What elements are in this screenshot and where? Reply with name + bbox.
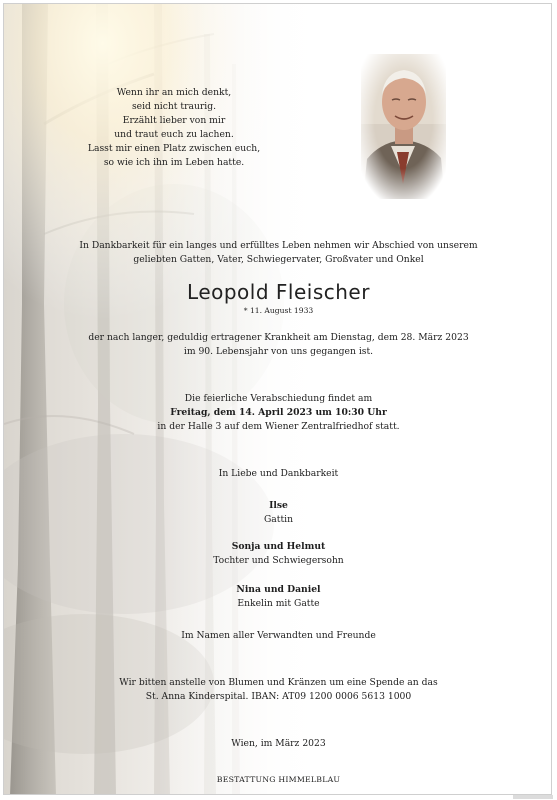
ceremony-line: Die feierliche Verabschiedung findet am [184,393,373,404]
poem-line: Erzählt lieber von mir [122,115,226,126]
funeral-home: BESTATTUNG HIMMELBLAU [216,775,341,784]
deceased-name: Leopold Fleischer [187,280,370,304]
intro-line: geliebten Gatten, Vater, Schwiegervater, Großvater und Onkel [133,254,424,265]
mourner-relation: Tochter und Schwiegersohn [213,555,344,566]
mourner-names: Ilse [269,500,288,511]
poem-line: Wenn ihr an mich denkt, [116,87,232,98]
mourner-names: Sonja und Helmut [231,541,326,552]
donation-line: St. Anna Kinderspital. IBAN: AT09 1200 0006 5613 1000 [145,691,412,702]
mourner-relation: Gattin [263,514,294,525]
poem-line: und traut euch zu lachen. [114,129,234,140]
death-line: der nach langer, geduldig ertragener Krankheit am Dienstag, dem 28. März 2023 [88,332,469,343]
poem-line: Lasst mir einen Platz zwischen euch, [87,143,261,154]
relatives-line: Im Namen aller Verwandten und Freunde [181,630,376,641]
poem-line: so wie ich ihn im Leben hatte. [103,157,245,168]
place-date: Wien, im März 2023 [231,738,326,749]
donation-line: Wir bitten anstelle von Blumen und Kränzen um eine Spende an das [119,677,438,688]
mourner-names: Nina und Daniel [236,584,321,595]
intro-line: In Dankbarkeit für ein langes und erfülltes Leben nehmen wir Abschied von unserem [79,240,478,251]
death-line: im 90. Lebensjahr von uns gegangen ist. [183,346,374,357]
ceremony-date: Freitag, dem 14. April 2023 um 10:30 Uhr [170,407,387,418]
mourners-heading: In Liebe und Dankbarkeit [218,468,339,479]
page-corner-mark [513,795,553,799]
poem-line: seid nicht traurig. [131,101,217,112]
portrait-photo [361,54,446,199]
mourner-relation: Enkelin mit Gatte [237,598,320,609]
parte-card [3,3,552,795]
birth-date: * 11. August 1933 [243,306,314,315]
ceremony-location: in der Halle 3 auf dem Wiener Zentralfriedhof statt. [157,421,400,432]
